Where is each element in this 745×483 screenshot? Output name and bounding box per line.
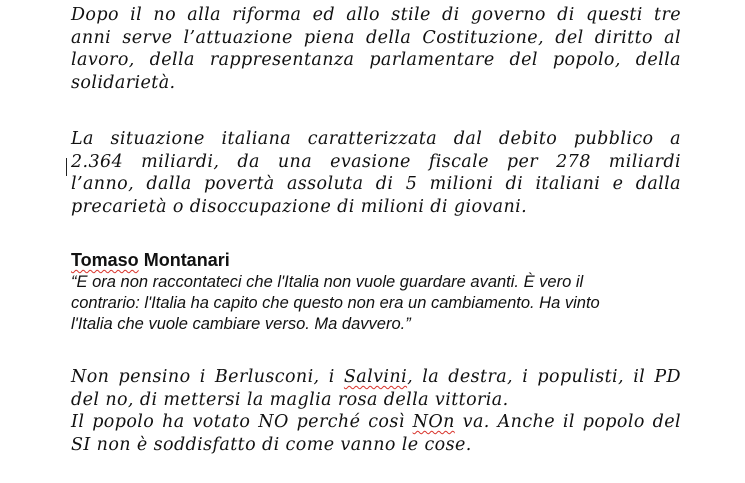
paragraph-line	[71, 411, 681, 434]
author-heading	[71, 249, 230, 271]
spellcheck-flagged-word: Salvini	[343, 367, 408, 387]
quote-line: contrario: l'Italia ha capito che questo non era un cambiamento. Ha vinto	[71, 294, 600, 312]
quote-line: l'Italia che vuole cambiare verso. Ma davvero.”	[71, 315, 411, 333]
paragraph-line: solidarietà.	[71, 72, 176, 93]
paragraph-line: SI non è soddisfatto di come vanno le cose.	[71, 434, 472, 455]
paragraph-line: precarietà o disoccupazione di milioni di giovani.	[71, 196, 528, 217]
author-quote	[71, 272, 691, 335]
quote-line: “E ora non raccontateci che l'Italia non vuole guardare avanti. È vero il	[71, 273, 584, 291]
paragraph-line: La situazione italiana caratterizzata dal debito pubblico a	[71, 129, 681, 149]
author-first-name: Tomaso	[71, 250, 139, 270]
text-run: Non pensino i Berlusconi, i	[71, 367, 344, 387]
paragraph-line: lavoro, della rappresentanza parlamentare del popolo, della	[71, 50, 681, 70]
paragraph-line: Dopo il no alla riforma ed allo stile di governo di questi tre	[71, 5, 681, 25]
text-cursor	[66, 158, 67, 176]
paragraph-line: l’anno, dalla povertà assoluta di 5 milioni di italiani e dalla	[71, 174, 681, 194]
paragraph-line: 2.364 miliardi, da una evasione fiscale per 278 miliardi	[71, 151, 681, 172]
text-run: va. Anche il popolo del	[454, 412, 682, 432]
paragraph-costituzione	[71, 4, 681, 94]
text-run: Il popolo ha votato NO perché così	[71, 412, 413, 432]
paragraph-line: del no, di mettersi la maglia rosa della vittoria.	[71, 389, 509, 410]
paragraph-line	[71, 366, 681, 389]
paragraph-conclusione	[71, 366, 681, 456]
author-last-name: Montanari	[143, 250, 230, 270]
paragraph-line: anni serve l’attuazione piena della Costituzione, del diritto al	[71, 27, 681, 48]
spellcheck-flagged-word: NOn	[412, 412, 455, 432]
text-run: , la destra, i populisti, il PD	[407, 367, 681, 387]
paragraph-situazione	[71, 128, 681, 218]
